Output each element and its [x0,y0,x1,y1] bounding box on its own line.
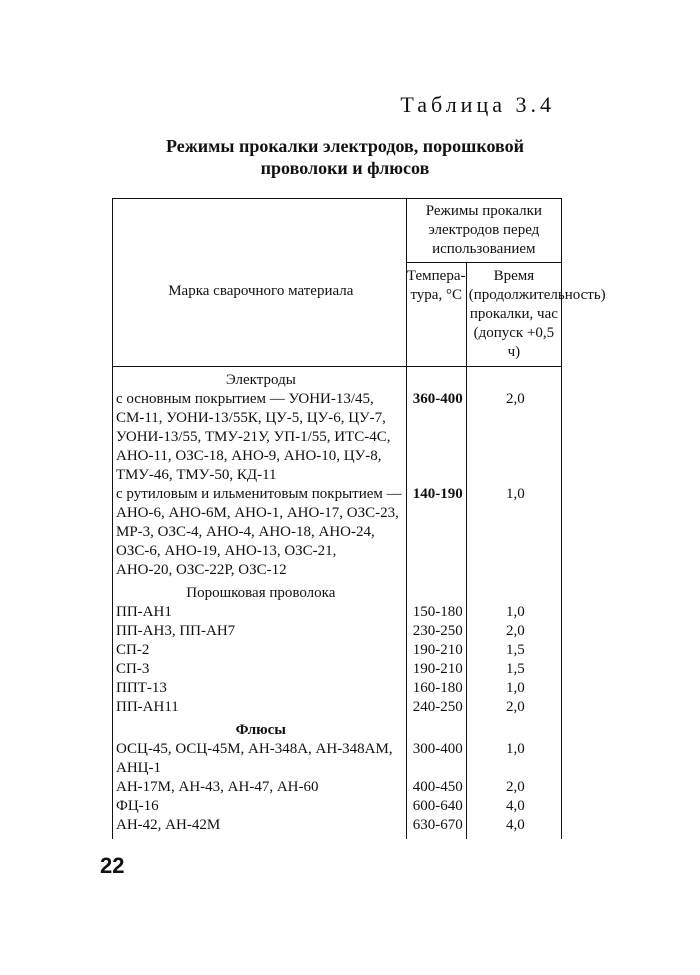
material-cell: АН-17М, АН-43, АН-47, АН-60 [113,778,407,797]
temperature-cell: 230-250 [406,622,466,641]
section-fluxes: Флюсы [113,717,407,740]
material-cell: ПП-АН11 [113,698,407,717]
temperature-cell: 190-210 [406,641,466,660]
table-row [113,485,562,580]
time-cell: 1,0 [466,485,561,580]
page-number: 22 [100,853,125,878]
table-row [113,740,562,778]
calcination-table [112,198,606,839]
temperature-cell: 300-400 [406,740,466,778]
temperature-cell: 240-250 [406,698,466,717]
section-electrodes: Электроды [113,367,407,391]
table-row [113,698,562,717]
table-row [113,603,562,622]
table-row [113,390,562,485]
temperature-cell: 600-640 [406,797,466,816]
material-cell: ФЦ-16 [113,797,407,816]
material-cell: ПП-АН1 [113,603,407,622]
time-cell: 2,0 [466,778,561,797]
title-line-1: Режимы прокалки электродов, порошковой [165,136,525,156]
time-cell: 1,0 [466,603,561,622]
section-wire: Порошковая проволока [113,580,407,603]
time-cell: 2,0 [466,698,561,717]
material-cell: СП-2 [113,641,407,660]
time-cell: 4,0 [466,797,561,816]
temperature-cell: 630-670 [406,816,466,839]
table-title [110,135,580,179]
material-cell: ППТ-13 [113,679,407,698]
table-row [113,778,562,797]
table-row [113,660,562,679]
material-cell: ОСЦ-45, ОСЦ-45М, АН-348А, АН-348АМ, АНЦ-1 [113,740,407,778]
table-label: Таблица 3.4 [400,92,555,117]
time-cell: 1,0 [466,679,561,698]
temperature-cell: 400-450 [406,778,466,797]
time-cell: 1,5 [466,660,561,679]
title-line-2: проволоки и флюсов [260,158,430,178]
temperature-cell: 140-190 [406,485,466,580]
header-material: Марка сварочного материала [113,199,407,367]
table-row [113,816,562,839]
header-temperature: Темпера-тура, °С [406,263,466,367]
table-row [113,622,562,641]
header-modes: Режимы прокалки электродов перед использованием [406,199,561,263]
time-cell: 1,0 [466,740,561,778]
time-cell: 4,0 [466,816,561,839]
temperature-cell: 190-210 [406,660,466,679]
material-cell: АН-42, АН-42М [113,816,407,839]
header-time: Время (продолжительность) прокалки, час (допуск +0,5 ч) [466,263,561,367]
material-cell: с рутиловым и ильменитовым покрытием — АНО-6, АНО-6М, АНО-1, АНО-17, ОЗС-23, МР-3, ОЗС-4, АНО-4, АНО-18, АНО-24, ОЗС-6, АНО-19, АНО-13, ОЗС-21, АНО-20, ОЗС-22Р, ОЗС-12 [113,485,407,580]
time-cell: 2,0 [466,622,561,641]
table-row [113,679,562,698]
table-row [113,797,562,816]
time-cell: 2,0 [466,390,561,485]
table-row [113,641,562,660]
material-cell: с основным покрытием — УОНИ-13/45, СМ-11, УОНИ-13/55К, ЦУ-5, ЦУ-6, ЦУ-7, УОНИ-13/55, ТМУ-21У, УП-1/55, ИТС-4С, АНО-11, ОЗС-18, АНО-9, АНО-10, ЦУ-8, ТМУ-46, ТМУ-50, КД-11 [113,390,407,485]
temperature-cell: 160-180 [406,679,466,698]
temperature-cell: 360-400 [406,390,466,485]
time-cell: 1,5 [466,641,561,660]
temperature-cell: 150-180 [406,603,466,622]
material-cell: ПП-АН3, ПП-АН7 [113,622,407,641]
material-cell: СП-3 [113,660,407,679]
